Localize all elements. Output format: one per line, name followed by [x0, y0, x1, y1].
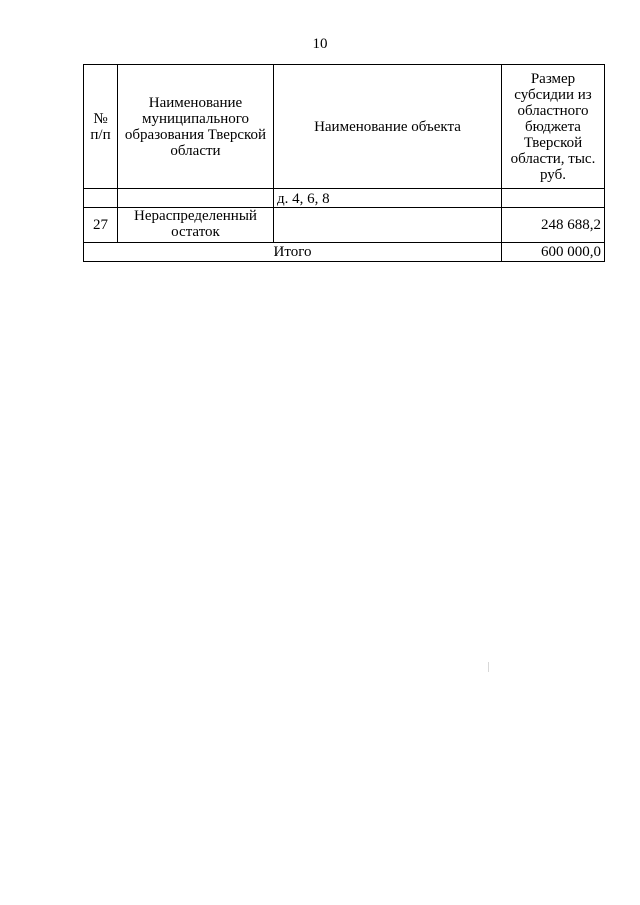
cell-num	[84, 189, 118, 208]
header-num: № п/п	[84, 65, 118, 189]
subsidy-table	[83, 64, 605, 262]
page-number: 10	[312, 36, 328, 52]
header-municipality: Наименование муниципального образования Тверской области	[118, 65, 274, 189]
cell-municipality: Нераспределенный остаток	[118, 208, 274, 243]
total-value: 600 000,0	[502, 243, 605, 262]
cell-object: д. 4, 6, 8	[274, 189, 502, 208]
table-row	[84, 189, 605, 208]
cell-object	[274, 208, 502, 243]
scan-mark	[488, 662, 489, 672]
total-label: Итого	[84, 243, 502, 262]
table-header-row	[84, 65, 605, 189]
cell-municipality	[118, 189, 274, 208]
table-row	[84, 208, 605, 243]
cell-num: 27	[84, 208, 118, 243]
header-object: Наименование объекта	[274, 65, 502, 189]
cell-subsidy: 248 688,2	[502, 208, 605, 243]
header-subsidy: Размер субсидии из областного бюджета Тверской области, тыс. руб.	[502, 65, 605, 189]
cell-subsidy	[502, 189, 605, 208]
table-total-row	[84, 243, 605, 262]
